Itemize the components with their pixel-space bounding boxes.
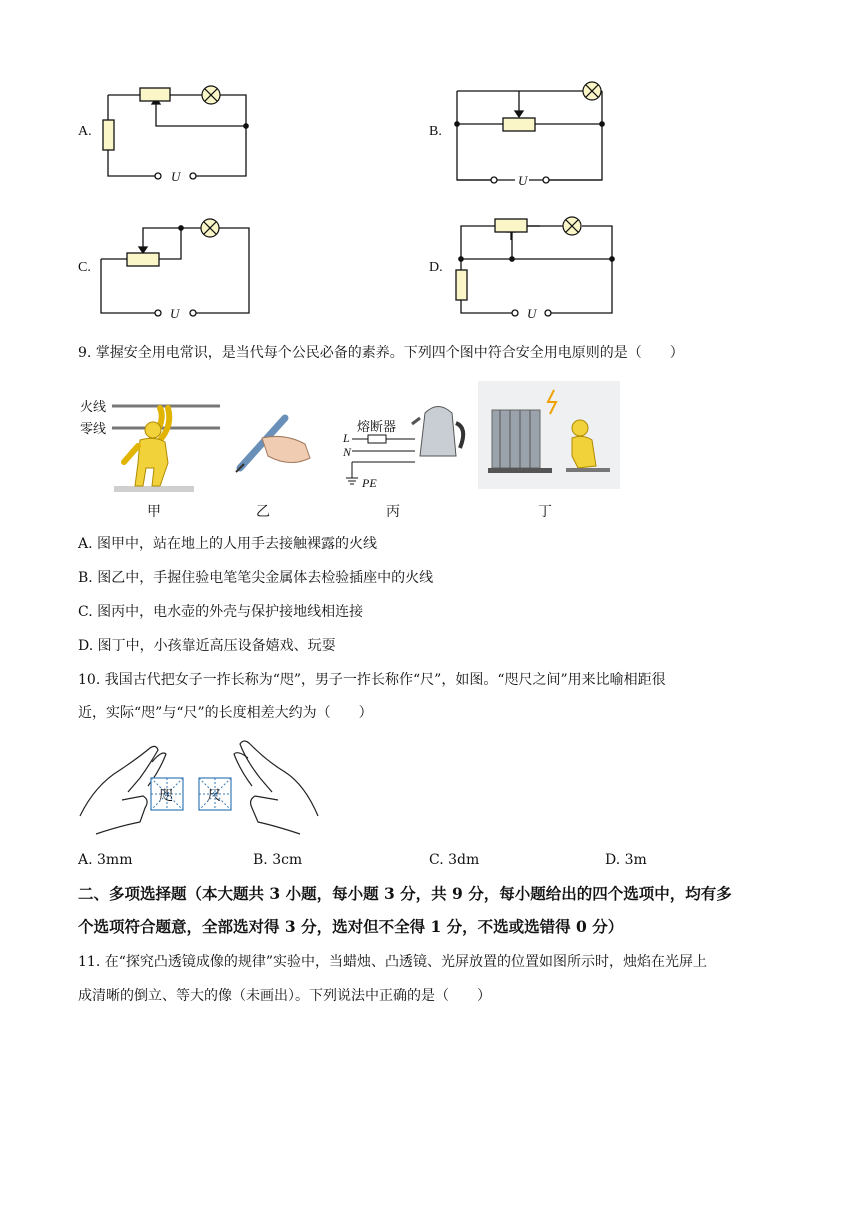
q9-option-d: D. 图丁中，小孩靠近高压设备嬉戏、玩耍 xyxy=(78,638,336,654)
q9-option-c: C. 图丙中，电水壶的外壳与保护接地线相连接 xyxy=(78,604,364,620)
lamp-c-icon xyxy=(201,219,219,237)
figure-yi xyxy=(236,418,310,472)
q9-option-b: B. 图乙中，手握住验电笔笔尖金属体去检验插座中的火线 xyxy=(78,570,434,586)
chi-char: 尺 xyxy=(207,789,221,804)
figure-ding xyxy=(478,381,620,489)
q10-option-d: D. 3m xyxy=(605,852,647,868)
circuit-b xyxy=(455,91,604,183)
lamp-d-icon xyxy=(563,217,581,235)
figure-bing xyxy=(342,407,463,491)
q9-option-a: A. 图甲中，站在地上的人用手去接触裸露的火线 xyxy=(78,536,378,552)
l-label: L xyxy=(343,431,350,445)
caption-ding: 丁 xyxy=(538,505,552,520)
live-wire-label: 火线 xyxy=(80,399,107,414)
u-label-b: U xyxy=(518,173,528,188)
circuit-d xyxy=(456,219,614,316)
chi-box xyxy=(199,778,231,810)
circuit-c xyxy=(101,226,249,316)
lamp-a-icon xyxy=(202,86,220,104)
u-label-a: U xyxy=(171,169,181,184)
q10-option-c: C. 3dm xyxy=(429,852,480,868)
safety-figure xyxy=(0,378,860,523)
q9-stem: 9. 掌握安全用电常识，是当代每个公民必备的素养。下列四个图中符合安全用电原则的是（ ） xyxy=(78,345,684,361)
lamp-b-icon xyxy=(583,82,601,100)
u-label-d: U xyxy=(527,306,537,321)
q11-stem-line1: 11. 在“探究凸透镜成像的规律”实验中，当蜡烛、凸透镜、光屏放置的位置如图所示时，烛焰在光屏上 xyxy=(78,954,708,970)
caption-yi: 乙 xyxy=(256,505,270,520)
n-label: N xyxy=(343,445,352,459)
q11-stem-line2: 成清晰的倒立、等大的像（未画出）。下列说法中正确的是（ ） xyxy=(78,988,491,1004)
zhi-box xyxy=(151,778,183,810)
circuit-diagrams xyxy=(0,0,860,330)
pe-label: PE xyxy=(362,476,377,490)
q10-stem-line1: 10. 我国古代把女子一拃长称为“咫”，男子一拃长称作“尺”，如图。“咫尺之间”用来比喻相距很 xyxy=(78,672,666,688)
hands-figure xyxy=(0,730,860,842)
circuit-a xyxy=(103,88,248,179)
fuse-label: 熔断器 xyxy=(357,419,397,434)
q10-stem-line2: 近，实际“咫”与“尺”的长度相差大约为（ ） xyxy=(78,705,373,721)
option-c-label: C. xyxy=(78,260,91,275)
option-d-label: D. xyxy=(429,260,443,275)
zhi-char: 咫 xyxy=(159,789,173,804)
q10-option-b: B. 3cm xyxy=(253,852,303,868)
caption-bing: 丙 xyxy=(386,505,400,520)
q10-option-a: A. 3mm xyxy=(78,852,133,868)
u-label-c: U xyxy=(170,306,180,321)
option-a-label: A. xyxy=(78,124,92,139)
neutral-wire-label: 零线 xyxy=(80,421,107,436)
option-b-label: B. xyxy=(429,124,442,139)
caption-jia: 甲 xyxy=(147,505,161,520)
figure-jia xyxy=(80,399,220,492)
section2-heading-line2: 个选项符合题意，全部选对得 3 分，选对但不全得 1 分，不选或选错得 0 分） xyxy=(78,917,624,936)
section2-heading-line1: 二、多项选择题（本大题共 3 小题，每小题 3 分，共 9 分，每小题给出的四个选项中，均有多 xyxy=(78,884,732,903)
